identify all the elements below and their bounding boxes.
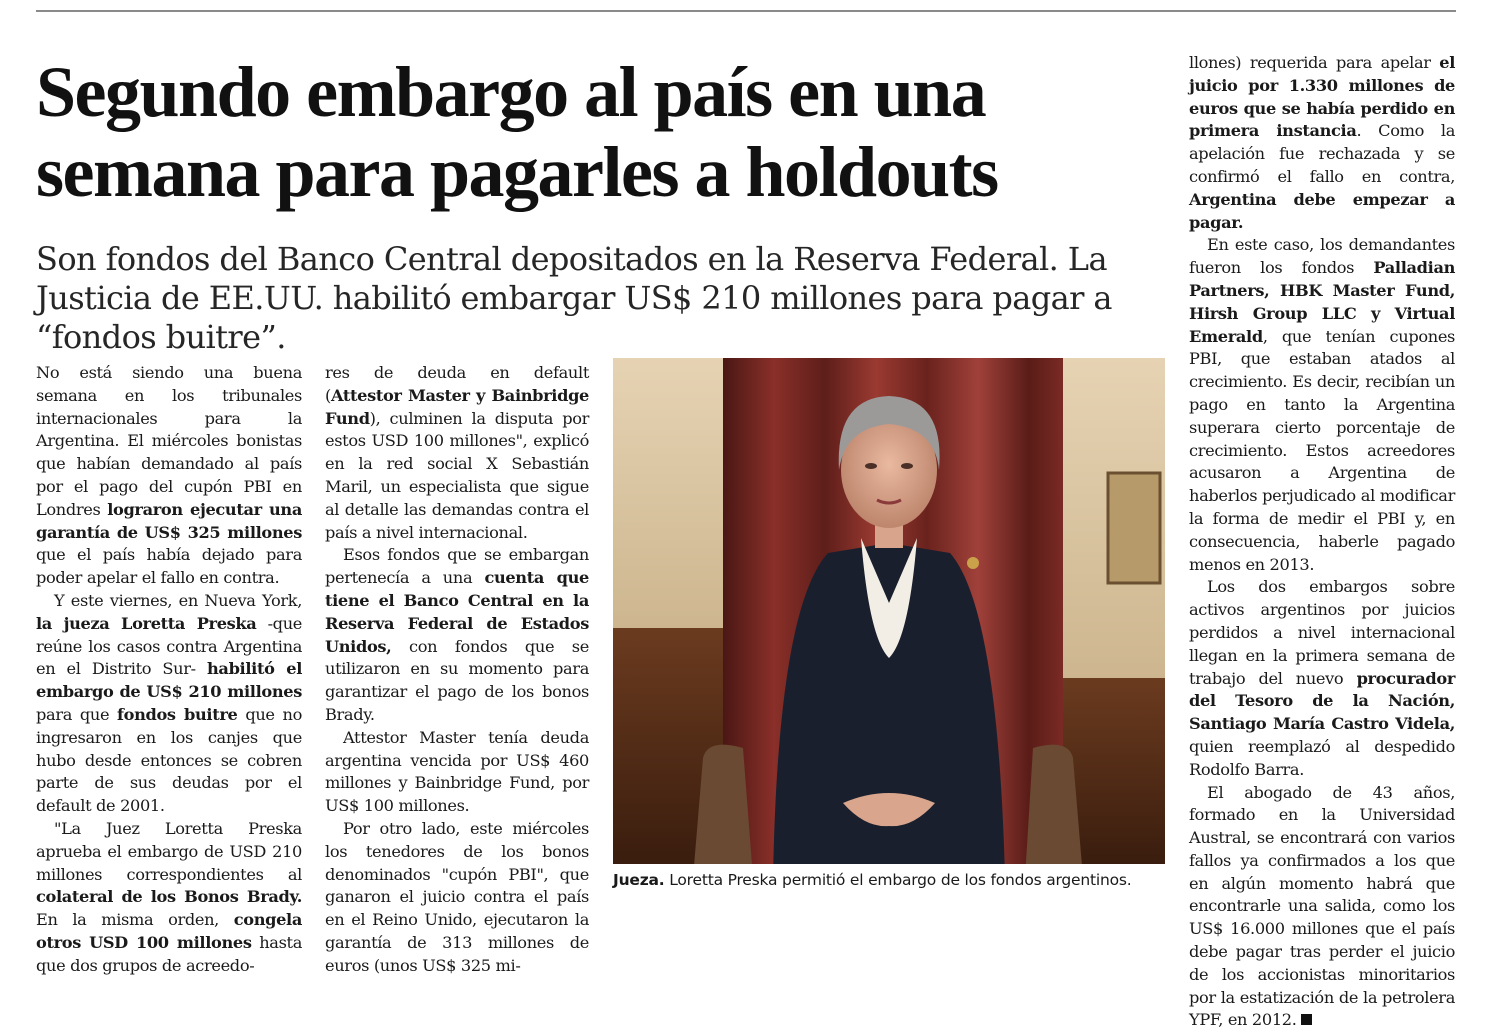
- body-text: para que: [36, 705, 117, 724]
- body-paragraph: [36, 362, 302, 590]
- body-paragraph: [36, 590, 302, 818]
- article-column-3: [1189, 52, 1455, 1032]
- body-paragraph: [1189, 782, 1455, 1032]
- body-paragraph: [36, 818, 302, 978]
- article-column-2: [325, 362, 589, 978]
- body-text-bold: congela otros USD 100 millones: [36, 910, 302, 952]
- body-text: quien reemplazó al despedido Rodolfo Barra.: [1189, 737, 1455, 779]
- body-text-bold: Argentina debe empezar a pagar.: [1189, 190, 1455, 232]
- caption-text: Loretta Preska permitió el embargo de los fondos argentinos.: [664, 871, 1131, 889]
- body-text: Esos fondos que se embargan pertenecía a una: [325, 545, 589, 587]
- body-paragraph: [1189, 234, 1455, 576]
- body-paragraph: [325, 362, 589, 544]
- body-text: Por otro lado, este miércoles los tenedores de los bonos denominados "cupón PBI", que ganaron el juicio contra el país en el Reino Unido, ejecutaron la garantía de 313 millones de euros (unos US$ 325 mi-: [325, 819, 589, 975]
- body-text: -que reúne los casos contra Argentina en el Distrito Sur-: [36, 614, 302, 679]
- caption-lead: Jueza.: [613, 871, 664, 889]
- body-text: llones) requerida para apelar: [1189, 53, 1439, 72]
- body-paragraph: [325, 544, 589, 726]
- body-text-bold: procurador del Tesoro de la Nación, Santiago María Castro Videla,: [1189, 669, 1455, 734]
- body-paragraph: [1189, 52, 1455, 234]
- photo-judge-portrait: [613, 358, 1165, 864]
- deck: Son fondos del Banco Central depositados en la Reserva Federal. La Justicia de EE.UU. habilitó embargar US$ 210 millones para pagar a “fondos buitre”.: [36, 240, 1156, 357]
- body-text: "La Juez Loretta Preska aprueba el embargo de USD 210 millones correspondientes al: [36, 819, 302, 884]
- body-text: ), culminen la disputa por estos USD 100 millones", explicó en la red social X Sebastián Maril, un especialista que sigue al detalle las demandas contra el país a nivel internacional.: [325, 409, 589, 542]
- body-text: , que tenían cupones PBI, que estaban atados al crecimiento. Es decir, recibían un pago en tanto la Argentina superara cierto porcentaje de crecimiento. Estos acreedores acusaron a Argentina de haberlos perjudicado al modificar la forma de medir el PBI y, en consecuencia, haberle pagado menos en 2013.: [1189, 327, 1455, 574]
- body-text-bold: el juicio por 1.330 millones de euros que se había perdido en primera instancia: [1189, 53, 1455, 140]
- body-text: Attestor Master tenía deuda argentina vencida por US$ 460 millones y Bainbridge Fund, por US$ 100 millones.: [325, 728, 589, 815]
- body-text: hasta que dos grupos de acreedo-: [36, 933, 302, 975]
- body-text: No está siendo una buena semana en los tribunales internacionales para la Argentina. El miércoles bonistas que habían demandado al país por el pago del cupón PBI en Londres: [36, 363, 302, 519]
- portrait-illustration: [613, 358, 1165, 864]
- body-text-bold: cuenta que tiene el Banco Central en la Reserva Federal de Estados Unidos,: [325, 568, 589, 655]
- body-text-bold: Attestor Master y Bainbridge Fund: [325, 386, 589, 428]
- body-text: res de deuda en default (: [325, 363, 589, 405]
- body-text: . Como la apelación fue rechazada y se confirmó el fallo en contra,: [1189, 121, 1455, 186]
- photo-caption: [613, 871, 1173, 889]
- body-text-bold: habilitó el embargo de US$ 210 millones: [36, 659, 302, 701]
- body-text: Y este viernes, en Nueva York,: [54, 591, 302, 610]
- article-column-1: [36, 362, 302, 978]
- body-text: En la misma orden,: [36, 910, 234, 929]
- body-text-bold: colateral de los Bonos Brady.: [36, 887, 302, 906]
- body-text: que no ingresaron en los canjes que hubo desde entonces se cobren parte de sus deudas por el default de 2001.: [36, 705, 302, 815]
- body-text-bold: fondos buitre: [117, 705, 237, 724]
- top-rule: [36, 10, 1456, 12]
- body-paragraph: [1189, 576, 1455, 781]
- body-paragraph: [325, 727, 589, 818]
- body-text-bold: la jueza Loretta Preska: [36, 614, 256, 633]
- body-text: con fondos que se utilizaron en su momento para garantizar el pago de los bonos Brady.: [325, 637, 589, 724]
- body-text: que el país había dejado para poder apelar el fallo en contra.: [36, 545, 302, 587]
- body-text: En este caso, los demandantes fueron los fondos: [1189, 235, 1455, 277]
- end-mark-icon: [1301, 1014, 1312, 1025]
- body-text-bold: lograron ejecutar una garantía de US$ 325 millones: [36, 500, 302, 542]
- body-text-bold: Palladian Partners, HBK Master Fund, Hirsh Group LLC y Virtual Emerald: [1189, 258, 1455, 345]
- headline: Segundo embargo al país en una semana para pagarles a holdouts: [36, 52, 1176, 212]
- body-text: El abogado de 43 años, formado en la Universidad Austral, se encontrará con varios fallos ya confirmados a los que en algún momento habrá que encontrarle una salida, como los US$ 16.000 millones que el país debe pagar tras perder el juicio de los accionistas minoritarios por la estatización de la petrolera YPF, en 2012.: [1189, 783, 1455, 1030]
- body-paragraph: [325, 818, 589, 978]
- body-text: Los dos embargos sobre activos argentinos por juicios perdidos a nivel internacional llegan en la primera semana de trabajo del nuevo: [1189, 577, 1455, 687]
